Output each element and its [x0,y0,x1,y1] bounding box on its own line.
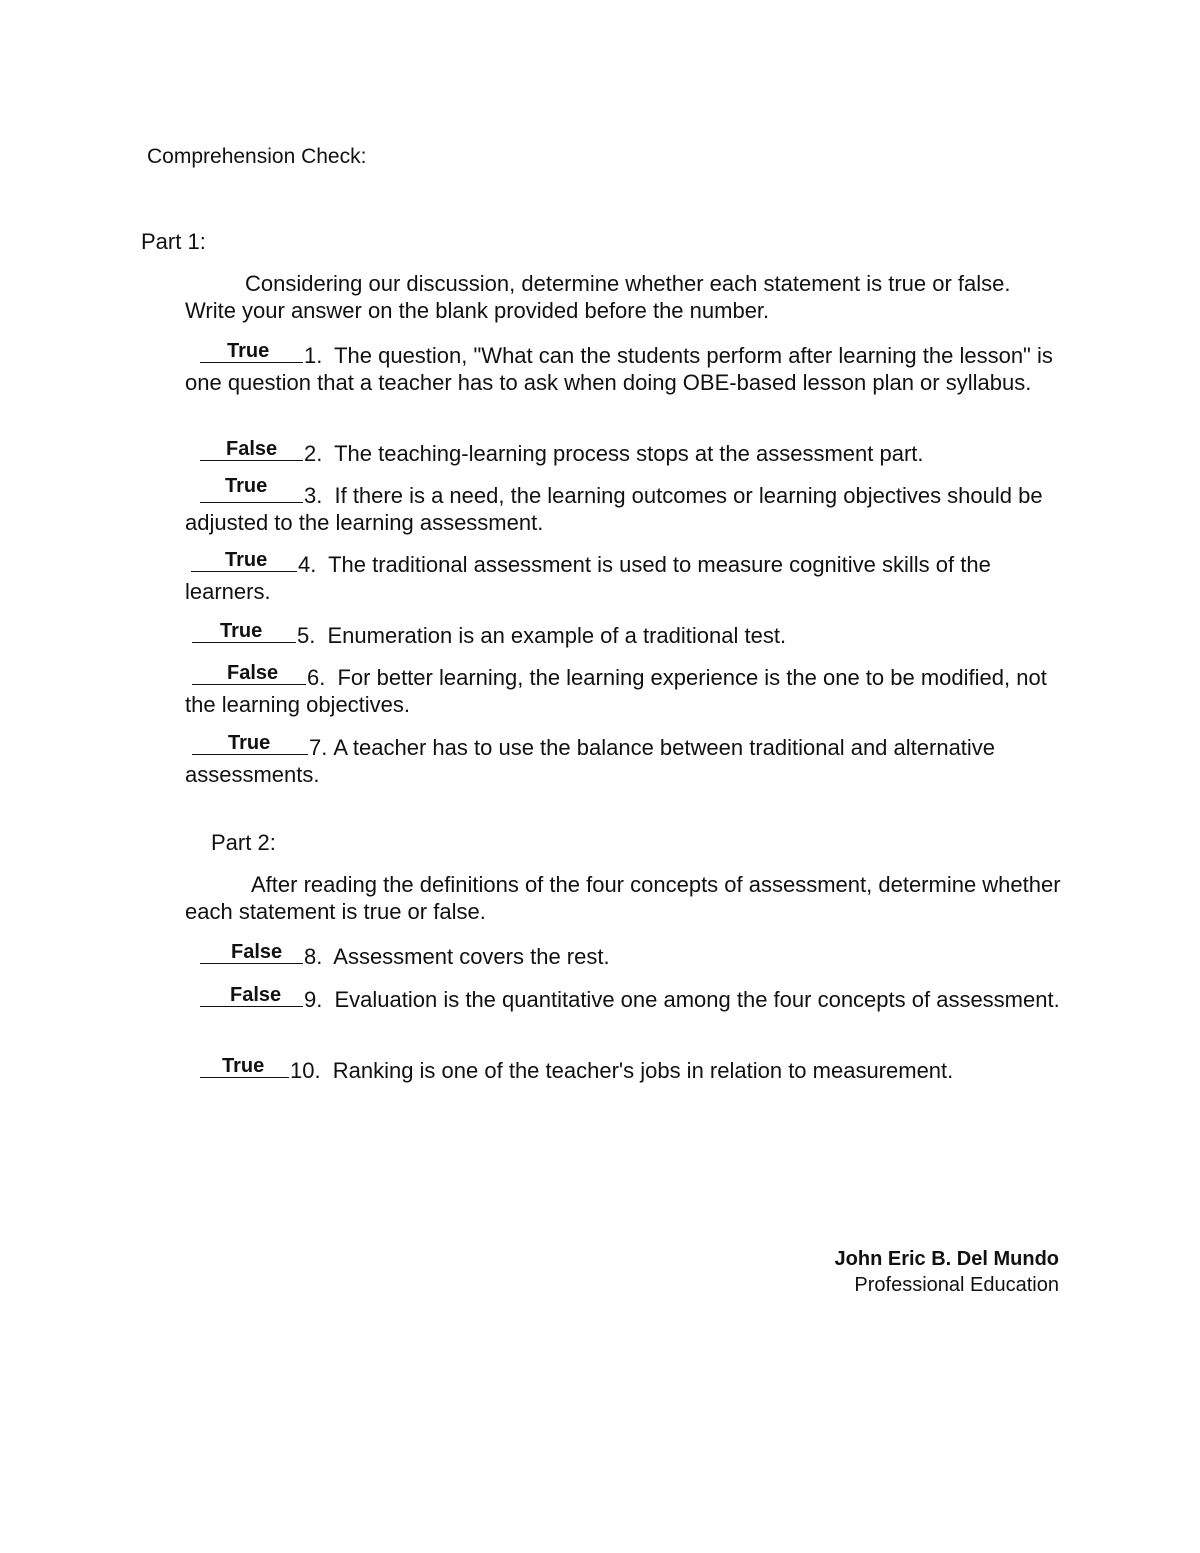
question-text-8: Assessment covers the rest. [333,944,610,969]
part-1-instructions-text: Considering our discussion, determine whether each statement is true or false. Write your answer on the blank provided before the number. [185,271,1011,323]
signature-block [835,1246,1059,1298]
question-text-4: The traditional assessment is used to measure cognitive skills of the learners. [185,552,991,604]
answer-8: False [231,941,283,963]
question-text-9: Evaluation is the quantitative one among the four concepts of assessment. [334,987,1060,1012]
question-number-9: 9. [304,987,323,1012]
answer-6: False [227,662,279,684]
question-text-1: The question, "What can the students perform after learning the lesson" is one question that a teacher has to ask when doing OBE-based lesson plan or syllabus. [185,343,1053,395]
answer-1: True [227,340,270,362]
answer-blank-10 [200,1055,289,1078]
question-item-4 [185,549,1065,605]
question-item-6 [185,662,1065,718]
answer-7: True [228,732,271,754]
answer-blank-9 [200,984,303,1007]
answer-3: True [225,475,268,497]
answer-9: False [230,984,282,1006]
question-number-3: 3. [304,483,323,508]
answer-blank-5 [192,620,296,643]
answer-blank-2 [200,438,303,461]
answer-blank-6 [192,662,306,685]
question-text-6: For better learning, the learning experience is the one to be modified, not the learning objectives. [185,665,1047,717]
answer-2: False [226,438,278,460]
answer-blank-4 [191,549,297,572]
question-number-8: 8. [304,944,323,969]
answer-blank-1 [200,340,303,363]
question-number-2: 2. [304,441,323,466]
question-number-5: 5. [297,623,316,648]
answer-4: True [225,549,268,571]
part-2-label: Part 2: [211,830,276,855]
part-1-label: Part 1: [141,229,206,254]
author-name: John Eric B. Del Mundo [834,1248,1059,1270]
question-text-2: The teaching-learning process stops at the assessment part. [334,441,924,466]
answer-blank-7 [192,732,308,755]
question-text-10: Ranking is one of the teacher's jobs in relation to measurement. [332,1058,954,1083]
answer-blank-8 [200,941,303,964]
question-text-3: If there is a need, the learning outcomes or learning objectives should be adjusted to the learning assessment. [185,483,1043,535]
author-department: Professional Education [854,1274,1059,1296]
question-number-10: 10. [290,1058,321,1083]
question-item-1 [185,340,1065,396]
question-item-3 [185,475,1065,536]
part-2-instructions [185,871,1065,925]
question-item-5 [185,620,1065,649]
part-1-instructions [185,270,1065,324]
question-item-10 [185,1055,1065,1084]
question-text-5: Enumeration is an example of a traditional test. [327,623,787,648]
part-2-instructions-text: After reading the definitions of the four concepts of assessment, determine whether each statement is true or false. [185,872,1061,924]
answer-5: True [220,620,263,642]
question-number-7: 7. [309,735,328,760]
question-item-2 [185,438,1065,467]
question-number-4: 4. [298,552,317,577]
question-item-9 [185,984,1065,1013]
document-heading: Comprehension Check: [147,145,367,168]
question-item-8 [185,941,1065,970]
answer-10: True [222,1055,265,1077]
question-text-7: A teacher has to use the balance between traditional and alternative assessments. [185,735,996,787]
question-number-6: 6. [307,665,326,690]
answer-blank-3 [200,475,303,503]
question-number-1: 1. [304,343,323,368]
question-item-7 [185,732,1065,788]
